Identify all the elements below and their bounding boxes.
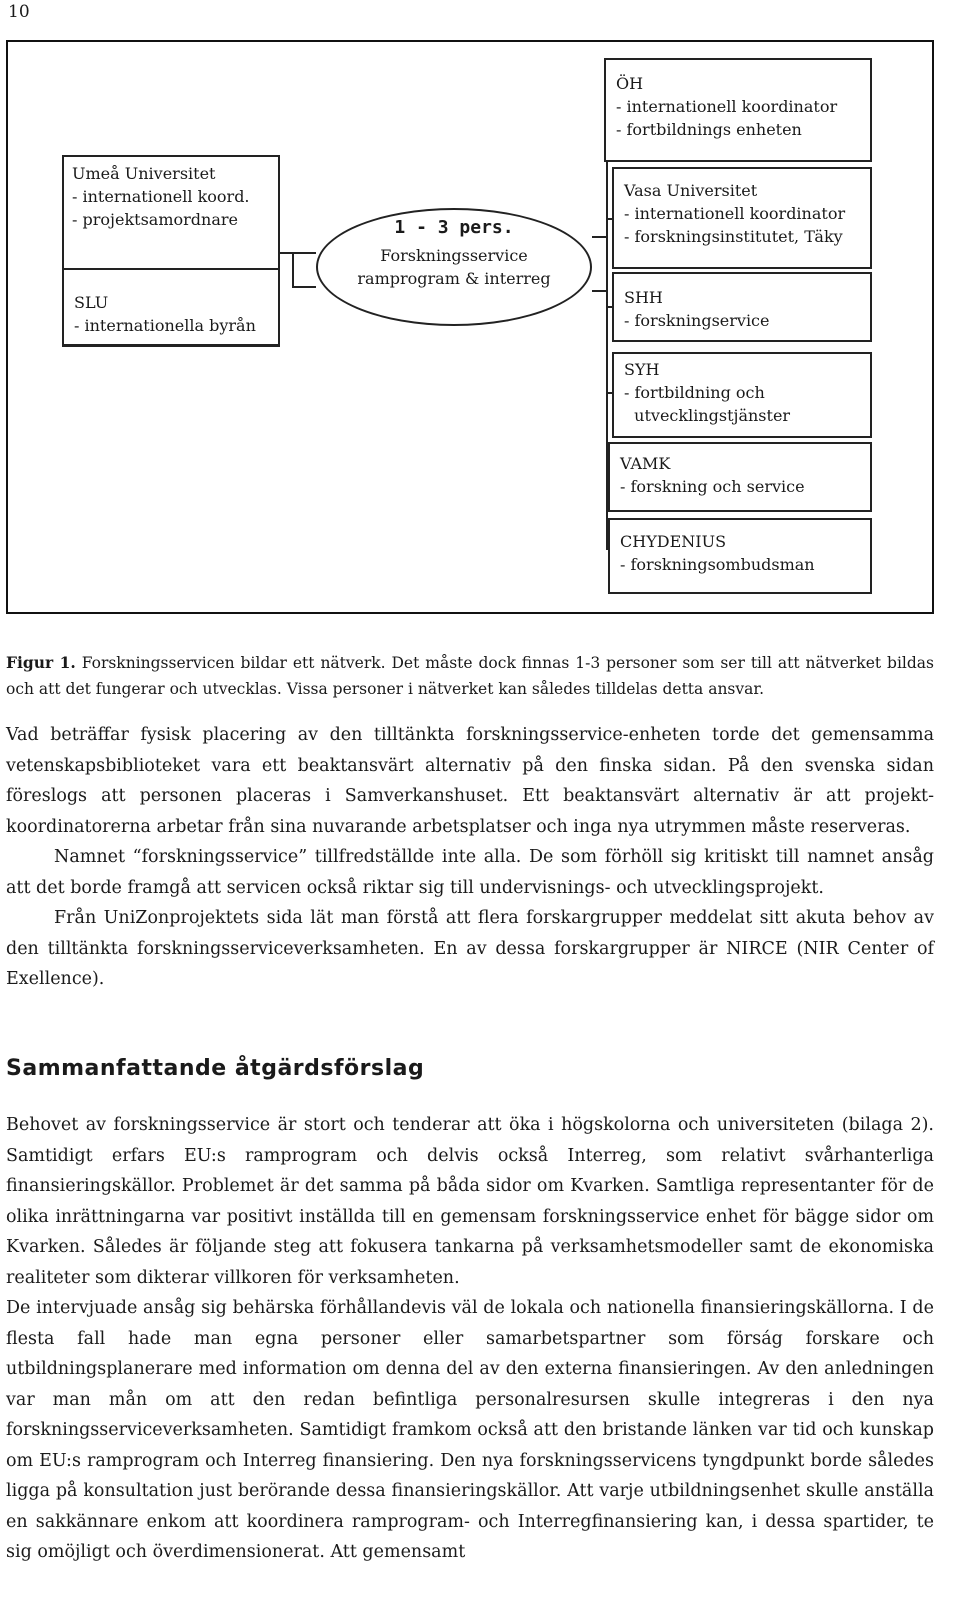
slu-line-1: SLU <box>74 293 109 312</box>
vamk-box <box>608 442 872 512</box>
chydenius-box <box>608 518 872 594</box>
slu-line-2: - internationella byrån <box>74 316 256 335</box>
oh-line-2: - internationell koordinator <box>616 97 838 116</box>
left-bracket-bottom <box>292 286 316 288</box>
body-section-1 <box>6 720 934 995</box>
caption-label: Figur 1. <box>6 653 76 672</box>
umea-line-1: Umeå Universitet <box>72 164 216 183</box>
oh-box <box>604 58 872 162</box>
vamk-line-1: VAMK <box>620 454 671 473</box>
figure-caption <box>6 650 934 702</box>
caption-text: Forskningsservicen bildar ett nätverk. Det måste dock finnas 1-3 personer som ser till att nätverket bildas och att det fungerar och utvecklas. Vissa personer i nätverket kan således tilldelas detta ansvar. <box>6 654 934 698</box>
page-number: 10 <box>8 2 30 22</box>
center-ellipse <box>316 208 592 326</box>
paragraph: Namnet “forskningsservice” tillfredställde inte alla. De som förhöll sig kritiskt till namnet ansåg att det borde framgå att servicen också riktar sig till undervisnings- och utvecklingsprojekt. <box>6 847 934 898</box>
section-heading: Sammanfattande åtgärdsförslag <box>6 1056 425 1081</box>
center-line-2: ramprogram & interreg <box>357 269 551 288</box>
paragraph: De intervjuade ansåg sig behärska förhållandevis väl de lokala och nationella finansieringskällorna. I de flesta fall hade man egna personer eller samarbetspartner som förság forskare och utbildningsplanerare med information om denna del av den externa finansieringen. Av den anledningen var man mån om att den redan befintliga personalresursen skulle integreras i den nya forskningsserviceverksamheten. Samtidigt framkom också att den bristande länken var tid och kunskap om EU:s ramprogram och Interreg finansiering. Den nya forskningsservicens tyngdpunkt borde således ligga på konsultation just berörande dessa finansieringskällor. Att varje utbildningsenhet skulle anställa en sakkännare enkom att koordinera ramprogram- och Interregfinansiering kan, i dessa spartider, te sig omöjligt och överdimensionerat. Att gemensamt <box>6 1298 934 1562</box>
vasa-line-3: - forskningsinstitutet, Täky <box>624 227 843 246</box>
syh-box <box>612 352 872 438</box>
paragraph: Vad beträffar fysisk placering av den tilltänkta forskningsservice-enheten torde det gemensamma vetenskapsbiblioteket vara ett beaktansvärt alternativ på den finska sidan. På den svenska sidan föreslogs att personen placeras i Samverkanshuset. Ett beaktansvärt alternativ är att projekt-koordinatorerna arbetar från sina nuvarande arbetsplatser och inga nya utrymmen måste reserveras. <box>6 725 934 837</box>
chydenius-line-1: CHYDENIUS <box>620 532 727 551</box>
vasa-line-1: Vasa Universitet <box>624 181 758 200</box>
pers-label: 1 - 3 pers. <box>394 217 514 238</box>
center-line-1: Forskningsservice <box>380 246 528 265</box>
left-bracket-v <box>292 252 294 288</box>
paragraph: Från UniZonprojektets sida lät man förstå att flera forskargrupper meddelat sitt akuta behov av den tilltänkta forskningsserviceverksamheten. En av dessa forskargrupper är NIRCE (NIR Center of Exellence). <box>6 908 934 989</box>
vasa-line-2: - internationell koordinator <box>624 204 846 223</box>
syh-line-2: - fortbildning och <box>624 383 765 402</box>
shh-line-2: - forskningservice <box>624 311 770 330</box>
umea-line-3: - projektsamordnare <box>72 210 238 229</box>
oh-line-1: ÖH <box>616 74 644 93</box>
vamk-line-2: - forskning och service <box>620 477 805 496</box>
shh-box <box>612 272 872 342</box>
paragraph: Behovet av forskningsservice är stort och tenderar att öka i högskolorna och universiteten (bilaga 2). Samtidigt erfars EU:s ramprogram och delvis också Interreg, som relativt svårhanterliga finansieringskällor. Problemet är det samma på båda sidor om Kvarken. Samtliga representanter för de olika inrättningarna var positivt inställda till en gemensam forskningsservice enhet för bägge sidor om Kvarken. Således är följande steg att fokusera tankarna på verksamhetsmodeller samt de ekonomiska realiteter som dikterar villkoren för verksamheten. <box>6 1115 934 1288</box>
umea-box <box>62 155 280 251</box>
vasa-box <box>612 167 872 269</box>
shh-line-1: SHH <box>624 288 663 307</box>
slu-box <box>62 268 280 346</box>
syh-line-1: SYH <box>624 360 660 379</box>
body-section-2 <box>6 1110 934 1568</box>
umea-line-2: - internationell koord. <box>72 187 250 206</box>
left-bracket-top <box>292 252 316 254</box>
syh-line-3: utvecklingstjänster <box>624 406 791 425</box>
oh-line-3: - fortbildnings enheten <box>616 120 802 139</box>
chydenius-line-2: - forskningsombudsman <box>620 555 815 574</box>
